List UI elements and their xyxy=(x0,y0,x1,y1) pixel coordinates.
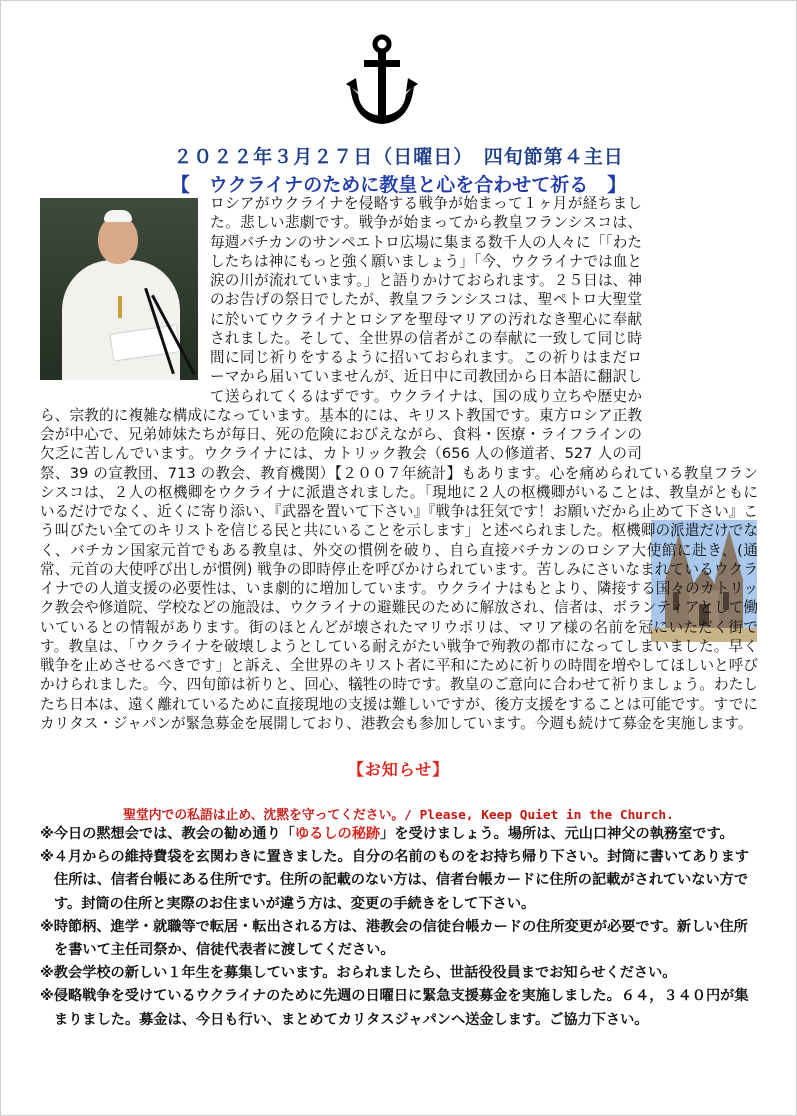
notice-item: ※今日の黙想会では、教会の勧め通り「ゆるしの秘跡」を受けましょう。場所は、元山口神父の執務室です。 xyxy=(40,826,734,842)
anchor-icon xyxy=(346,34,418,126)
page-headline: 【 ウクライナのために教皇と心を合わせて祈る 】 xyxy=(170,174,627,196)
notice-item: ※時節柄、進学・就職等で転居・転出される方は、港教会の信徒台帳カードの住所変更が必要です。新しい住所を書いて主任司祭か、信徒代表者に渡してください。 xyxy=(40,918,748,959)
notice-list xyxy=(40,823,760,1032)
notice-item: ※侵略戦争を受けているウクライナのために先週の日曜日に緊急支援募金を実施しました。６４，３４０円が集まりました。募金は、今日も行い、まとめてカリタスジャパンへ送金します。ご協力下さい。 xyxy=(40,988,749,1028)
notice-item: ※４月からの維持費袋を玄関わきに置きました。自分の名前のものをお持ち帰り下さい。封筒に書いてあります住所は、信者台帳にある住所です。住所の記載のない方は、信者台帳カードに住所の記載がされていない方です。封筒の住所と実際のお住まいが違う方は、変更の手続きをして下さい。 xyxy=(40,849,749,912)
highlight-sacrament: ゆるしの秘跡 xyxy=(294,826,381,842)
article-paragraph: ロシアがウクライナを侵略する戦争が始まって１ヶ月が経ちました。悲しい悲劇です。戦争が始まってから教皇フランシスコは、毎週バチカンのサンペエトロ広場に集まる数千人の人々に「「わたしたちは神にもっと強く願いましょう」「今、ウクライナでは血と涙の川が流れています。」と語りかけておられます。２５日は、神のお告げの祭日でしたが、教皇フランシスコは、聖ペトロ大聖堂に於いてウクライナとロシアを聖母マリアの汚れなき聖心に奉献されました。そして、全世界の信者がこの奉献に一致して同じ時間に同じ祈りをするように招いておられます。この祈りはまだローマから届いていませんが、近日中に司教団から日本語に翻訳して送られてくるはずです。ウクライナは、国の成り立ちや歴史から、宗教的に複雑な構成になっています。基本的には、キリスト教国です。東方ロシア正教会が中心で、兄弟姉妹たちが毎日、死の危険におびえながら、食料・医療・ライフラインの欠乏に苦しんでいます。ウクライナには、カトリック教会（656 人の修道者、527 人の司祭、39 の宣教団、713 の教会、教育機関）【２００７年統計】もあります。心を痛められている教皇フランシスコは、２人の枢機卿をウクライナに派遣されました。「現地に２人の枢機卿がいることは、教皇がともにいるだけでなく、近くに寄り添い、『武器を置いて下さい』『戦争は狂気です！お願いだから止めて下さい』こう叫びたい全てのキリストを信じる民と共にいることを示します」と述べられました。枢機卿の派遣だけでなく、バチカン国家元首でもある教皇は、外交の慣例を破り、自ら直接バチカンのロシア大使館に赴き、(通常、元首の大使呼び出しが慣例) 戦争の即時停止を呼びかけられています。苦しみにさいなまれているウクライナでの人道支援の必要性は、いま劇的に増加しています。ウクライナはもとより、隣接する国々のカトリック教会や修道院、学校などの施設は、ウクライナの避難民のために解放され、信者は、ボランティアとして働いているとの情報があります。街のほとんどが壊されたマリウポリは、マリア様の名前を冠にいただく街です。教皇は、「ウクライナを破壊しようとしている耐えがたい戦争で殉教の都市になってしまいました。早く戦争を止めさせるべきです」と訴え、全世界のキリスト者に平和にために祈りの時間を増やしてほしいと呼びかけられました。今、四旬節は祈りと、回心、犠牲の時です。教皇のご意向に合わせて祈りましょう。わたしたち日本は、遠く離れているために直接現地の支援は難しいですが、後方支援をすることは可能です。すでにカリタス・ジャパンが緊急募金を展開しており、港教会も参加しています。今週も続けて募金を実施します。 xyxy=(40,195,758,732)
article-body xyxy=(40,194,758,733)
quiet-request: 聖堂内での私語は止め、沈黙を守ってください。/ Please, Keep Quiet in the Church. xyxy=(123,808,674,823)
page-date: ２０２２年３月２７日（日曜日） 四旬節第４主日 xyxy=(173,146,624,168)
notice-item: ※教会学校の新しい１年生を募集しています。おられましたら、世話役役員までお知らせください。 xyxy=(40,965,677,982)
notices-heading: 【お知らせ】 xyxy=(347,760,450,779)
